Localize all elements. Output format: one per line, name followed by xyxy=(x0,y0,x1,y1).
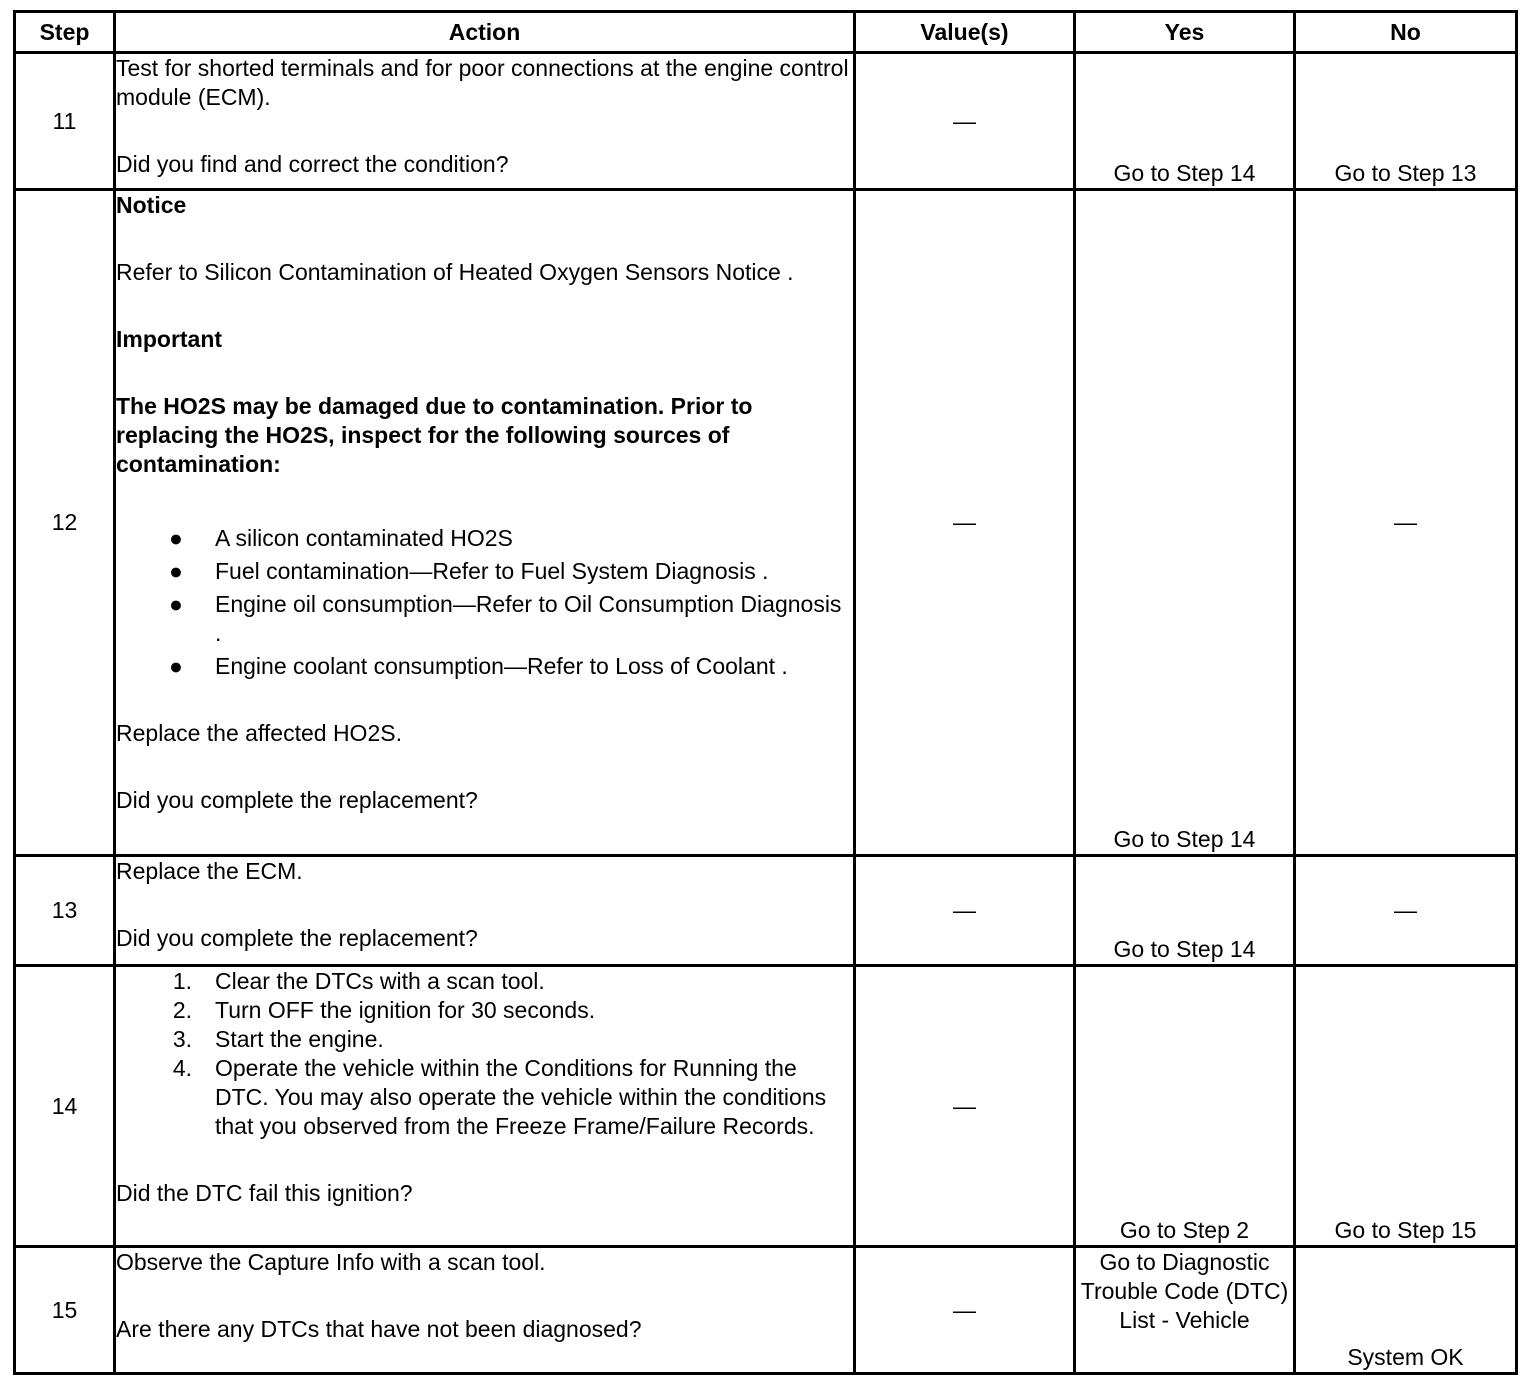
procedure-list xyxy=(116,967,853,1141)
list-item: 4. Operate the vehicle within the Conditions for Running the DTC. You may also operate the vehicle within the conditions that you observed from the Freeze Frame/Failure Records. xyxy=(172,1055,827,1139)
action-cell xyxy=(115,190,855,856)
action-text: Replace the affected HO2S. xyxy=(116,720,402,746)
no-cell: Go to Step 13 xyxy=(1295,53,1517,190)
yes-cell: Go to Step 14 xyxy=(1075,53,1295,190)
notice-text: Refer to Silicon Contamination of Heated Oxygen Sensors Notice . xyxy=(116,259,794,285)
table-row xyxy=(15,190,1517,856)
header-yes: Yes xyxy=(1075,12,1295,53)
list-item: 1. Clear the DTCs with a scan tool. xyxy=(172,968,545,994)
action-text: Test for shorted terminals and for poor connections at the engine control module (ECM). xyxy=(116,55,849,110)
step-number: 14 xyxy=(15,966,115,1247)
bullet-icon: ● xyxy=(169,591,183,617)
value-cell: — xyxy=(855,53,1075,190)
step-number: 13 xyxy=(15,856,115,966)
contamination-list xyxy=(116,524,853,681)
no-cell: — xyxy=(1295,856,1517,966)
action-question: Did you complete the replacement? xyxy=(116,787,478,813)
table-row xyxy=(15,856,1517,966)
yes-cell: Go to Step 14 xyxy=(1075,856,1295,966)
list-item: 2. Turn OFF the ignition for 30 seconds. xyxy=(172,997,596,1023)
bullet-icon: ● xyxy=(169,653,183,679)
yes-cell: Go to Step 14 xyxy=(1075,190,1295,856)
step-number: 11 xyxy=(15,53,115,190)
action-cell xyxy=(115,966,855,1247)
header-no: No xyxy=(1295,12,1517,53)
bullet-icon: ● xyxy=(169,558,183,584)
no-cell: — xyxy=(1295,190,1517,856)
table-row xyxy=(15,1247,1517,1374)
header-values: Value(s) xyxy=(855,12,1075,53)
action-cell xyxy=(115,53,855,190)
list-item: ● A silicon contaminated HO2S xyxy=(116,524,853,553)
action-text: Replace the ECM. xyxy=(116,858,303,884)
value-cell: — xyxy=(855,856,1075,966)
list-item: 3. Start the engine. xyxy=(172,1026,384,1052)
diagnostic-table xyxy=(13,10,1518,1375)
step-number: 12 xyxy=(15,190,115,856)
action-question: Did you complete the replacement? xyxy=(116,925,478,951)
important-label: Important xyxy=(116,326,223,352)
no-cell: Go to Step 15 xyxy=(1295,966,1517,1247)
header-row xyxy=(15,12,1517,53)
table-row xyxy=(15,966,1517,1247)
header-step: Step xyxy=(15,12,115,53)
yes-cell: Go to Diagnostic Trouble Code (DTC) List - Vehicle xyxy=(1075,1247,1295,1374)
action-text: Observe the Capture Info with a scan tool. xyxy=(116,1249,546,1275)
bullet-icon: ● xyxy=(169,525,183,551)
list-item: ● Engine oil consumption—Refer to Oil Consumption Diagnosis . xyxy=(116,590,853,648)
action-cell xyxy=(115,1247,855,1374)
value-cell: — xyxy=(855,190,1075,856)
action-question: Did the DTC fail this ignition? xyxy=(116,1180,413,1206)
value-cell: — xyxy=(855,966,1075,1247)
step-number: 15 xyxy=(15,1247,115,1374)
no-cell: System OK xyxy=(1295,1247,1517,1374)
header-action: Action xyxy=(115,12,855,53)
action-cell xyxy=(115,856,855,966)
yes-cell: Go to Step 2 xyxy=(1075,966,1295,1247)
table-row xyxy=(15,53,1517,190)
action-question: Are there any DTCs that have not been diagnosed? xyxy=(116,1316,642,1342)
action-question: Did you find and correct the condition? xyxy=(116,151,509,177)
notice-label: Notice xyxy=(116,192,187,218)
value-cell: — xyxy=(855,1247,1075,1374)
important-text: The HO2S may be damaged due to contamination. Prior to replacing the HO2S, inspect for the following sources of contamination: xyxy=(116,393,753,477)
list-item: ● Fuel contamination—Refer to Fuel System Diagnosis . xyxy=(116,557,853,586)
list-item: ● Engine coolant consumption—Refer to Loss of Coolant . xyxy=(116,652,853,681)
